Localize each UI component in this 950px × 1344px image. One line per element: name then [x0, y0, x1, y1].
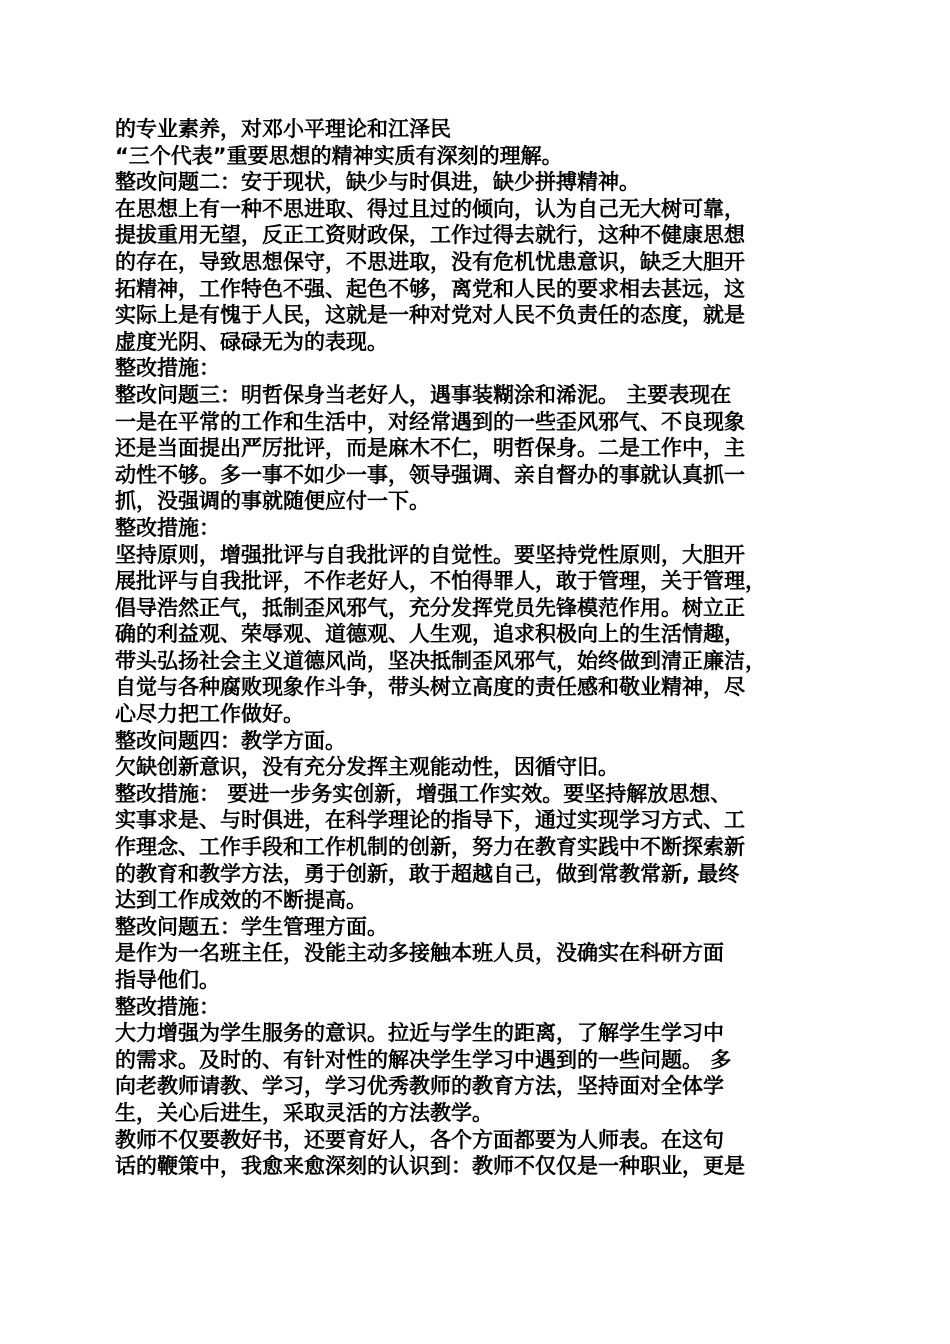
text-line: 欠缺创新意识，没有充分发挥主观能动性，因循守旧。: [115, 755, 619, 780]
text-line: 自觉与各种腐败现象作斗争，带头树立高度的责任感和敬业精神，尽: [115, 675, 745, 700]
text-line: 虚度光阴、碌碌无为的表现。: [115, 329, 388, 354]
text-line: 一是在平常的工作和生活中，对经常遇到的一些歪风邪气、不良现象: [115, 409, 745, 434]
text-line: “三个代表”重要思想的精神实质有深刻的理解。: [115, 143, 563, 168]
text-line: 带头弘扬社会主义道德风尚，坚决抵制歪风邪气，始终做到清正廉洁，: [115, 648, 766, 673]
text-line: 大力增强为学生服务的意识。拉近与学生的距离，了解学生学习中: [115, 1021, 724, 1046]
text-line: 展批评与自我批评，不作老好人，不怕得罪人，敢于管理，关于管理，: [115, 569, 766, 594]
text-line: 心尽力把工作做好。: [115, 702, 304, 727]
section-heading: 整改问题五：学生管理方面。: [115, 914, 388, 939]
text-line: 还是当面提出严厉批评，而是麻木不仁，明哲保身。二是工作中，主: [115, 436, 745, 461]
section-heading: 整改措施： 要进一步务实创新，增强工作实效。要坚持解放思想、: [115, 781, 732, 806]
text-line: 的需求。及时的、有针对性的解决学生学习中遇到的一些问题。 多: [115, 1047, 732, 1072]
section-heading: 整改措施：: [115, 515, 220, 540]
text-line: 教师不仅要教好书，还要育好人，各个方面都要为人师表。在这句: [115, 1127, 724, 1152]
text-line: 的专业素养，对邓小平理论和江泽民: [115, 117, 451, 141]
section-heading: 整改措施：: [115, 994, 220, 1019]
section-heading: 整改措施：: [115, 356, 220, 381]
text-line: 确的利益观、荣辱观、道德观、人生观，追求积极向上的生活情趣，: [115, 622, 745, 647]
text-line: 是作为一名班主任，没能主动多接触本班人员，没确实在科研方面: [115, 941, 724, 966]
text-line: 话的鞭策中，我愈来愈深刻的认识到：教师不仅仅是一种职业，更是: [115, 1154, 745, 1179]
text-line: 提拔重用无望，反正工资财政保，工作过得去就行，这种不健康思想: [115, 223, 745, 248]
section-heading: 整改问题三：明哲保身当老好人，遇事装糊涂和浠泥。 主要表现在: [115, 382, 732, 407]
text-line: 坚持原则，增强批评与自我批评的自觉性。要坚持党性原则，大胆开: [115, 542, 745, 567]
text-line: 向老教师请教、学习，学习优秀教师的教育方法，坚持面对全体学: [115, 1074, 724, 1099]
text-line: 指导他们。: [115, 968, 220, 992]
text-line: 倡导浩然正气，抵制歪风邪气，充分发挥党员先锋模范作用。树立正: [115, 595, 745, 620]
text-line: 实际上是有愧于人民，这就是一种对党对人民不负责任的态度，就是: [115, 303, 745, 328]
text-line: 的教育和教学方法，勇于创新，敢于超越自己，做到常教常新, 最终: [115, 861, 740, 886]
text-line: 达到工作成效的不断提高。: [115, 888, 367, 913]
text-line: 生，关心后进生，采取灵活的方法教学。: [115, 1100, 493, 1125]
text-line: 拓精神，工作特色不强、起色不够，离党和人民的要求相去甚远，这: [115, 276, 745, 301]
document-body: [115, 116, 845, 1180]
text-line: 的存在，导致思想保守，不思进取，没有危机忧患意识，缺乏大胆开: [115, 249, 745, 274]
section-heading: 整改问题二：安于现状，缺少与时俱进，缺少拼搏精神。: [115, 170, 640, 195]
text-line: 实事求是、与时俱进，在科学理论的指导下，通过实现学习方式、工: [115, 808, 745, 833]
text-line: 抓，没强调的事就随便应付一下。: [115, 489, 430, 514]
text-line: 作理念、工作手段和工作机制的创新，努力在教育实践中不断探索新: [115, 835, 745, 860]
text-line: 在思想上有一种不思进取、得过且过的倾向，认为自己无大树可靠，: [115, 196, 745, 221]
text-line: 动性不够。多一事不如少一事，领导强调、亲自督办的事就认真抓一: [115, 462, 745, 487]
section-heading: 整改问题四：教学方面。: [115, 728, 346, 753]
